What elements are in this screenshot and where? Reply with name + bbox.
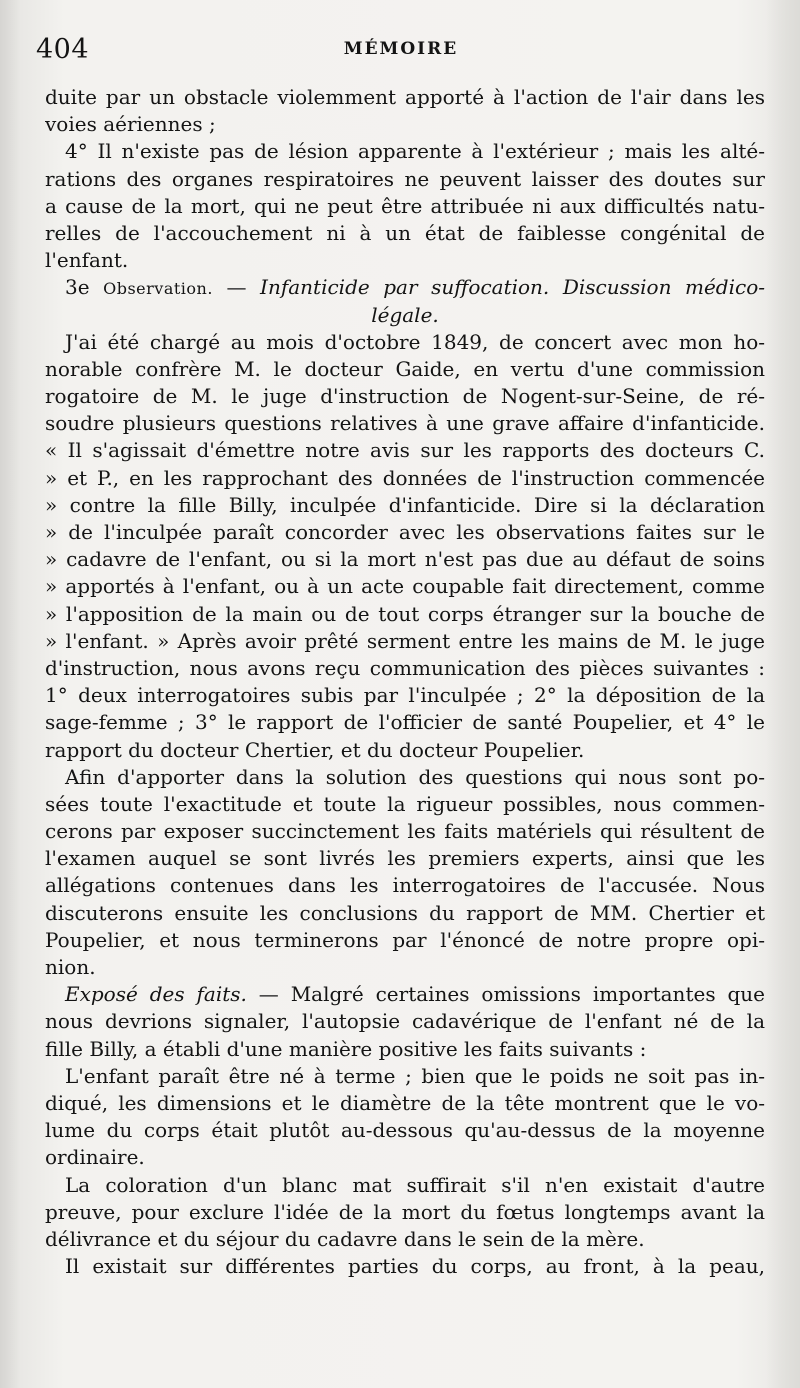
body-text bbox=[45, 84, 765, 1280]
text-line: Poupelier, et nous terminerons par l'énoncé de notre propre opi- bbox=[45, 927, 765, 952]
text-line: La coloration d'un blanc mat suffirait s'il n'en existait d'autre bbox=[65, 1172, 765, 1197]
text-line: rapport du docteur Chertier, et du docteur Poupelier. bbox=[45, 737, 585, 762]
text-line: » l'enfant. » Après avoir prêté serment entre les mains de M. le juge bbox=[45, 628, 765, 653]
text-line: rations des organes respiratoires ne peuvent laisser des doutes sur bbox=[45, 166, 765, 191]
text-line: 4° Il n'existe pas de lésion apparente à l'extérieur ; mais les alté- bbox=[65, 139, 765, 164]
observation-heading bbox=[45, 274, 765, 301]
text-line: » l'apposition de la main ou de tout corps étranger sur la bouche de bbox=[45, 601, 765, 626]
text-line: lume du corps était plutôt au-dessous qu'au-dessus de la moyenne bbox=[45, 1118, 765, 1143]
text-line: relles de l'accouchement ni à un état de faiblesse congénital de bbox=[45, 220, 765, 245]
page-header bbox=[36, 30, 766, 70]
section-heading-text: — Malgré certaines omissions importantes que bbox=[246, 982, 765, 1007]
text-line: fille Billy, a établi d'une manière positive les faits suivants : bbox=[45, 1036, 647, 1061]
text-line: » de l'inculpée paraît concorder avec les observations faites sur le bbox=[45, 520, 765, 544]
text-line: cerons par exposer succinctement les faits matériels qui résultent de bbox=[45, 819, 765, 844]
text-line: duite par un obstacle violemment apporté à l'action de l'air dans les bbox=[45, 85, 765, 109]
text-line: l'enfant. bbox=[45, 248, 129, 273]
text-line: norable confrère M. le docteur Gaide, en vertu d'une commission bbox=[45, 356, 765, 381]
text-line: » cadavre de l'enfant, ou si la mort n'est pas due au défaut de soins bbox=[45, 547, 765, 572]
text-line: nion. bbox=[45, 955, 96, 979]
text-line: a cause de la mort, qui ne peut être attribuée ni aux difficultés natu- bbox=[45, 193, 765, 218]
heading-dash: — bbox=[212, 275, 261, 300]
observation-title-continued: légale. bbox=[371, 302, 439, 327]
text-line: » apportés à l'enfant, ou à un acte coupable fait directement, comme bbox=[45, 574, 765, 599]
running-head: MÉMOIRE bbox=[343, 39, 459, 59]
section-heading-line bbox=[45, 981, 765, 1008]
text-line: Il existait sur différentes parties du corps, au front, à la peau, bbox=[65, 1254, 765, 1279]
text-line: « Il s'agissait d'émettre notre avis sur les rapports des docteurs C. bbox=[45, 438, 765, 463]
observation-label: Observation. bbox=[103, 279, 213, 299]
text-line: J'ai été chargé au mois d'octobre 1849, de concert avec mon ho- bbox=[65, 329, 765, 354]
text-line: d'instruction, nous avons reçu communication des pièces suivantes : bbox=[45, 655, 765, 680]
text-line: discuterons ensuite les conclusions du rapport de MM. Chertier et bbox=[45, 900, 765, 925]
text-line: Afin d'apporter dans la solution des questions qui nous sont po- bbox=[65, 764, 765, 789]
text-line: rogatoire de M. le juge d'instruction de Nogent-sur-Seine, de ré- bbox=[45, 384, 765, 409]
text-line: diqué, les dimensions et le diamètre de la tête montrent que le vo- bbox=[45, 1090, 765, 1115]
text-line: délivrance et du séjour du cadavre dans le sein de la mère. bbox=[45, 1226, 645, 1251]
page-gutter-shadow bbox=[0, 0, 20, 1388]
text-line: soudre plusieurs questions relatives à une grave affaire d'infanticide. bbox=[45, 411, 765, 436]
text-line: l'examen auquel se sont livrés les premiers experts, ainsi que les bbox=[45, 846, 765, 871]
text-line: allégations contenues dans les interrogatoires de l'accusée. Nous bbox=[45, 873, 765, 898]
text-line: » et P., en les rapprochant des données de l'instruction commencée bbox=[45, 465, 765, 490]
text-line: ordinaire. bbox=[45, 1145, 145, 1170]
text-line: » contre la fille Billy, inculpée d'infanticide. Dire si la déclaration bbox=[45, 492, 765, 517]
text-line: nous devrions signaler, l'autopsie cadavérique de l'enfant né de la bbox=[45, 1009, 765, 1034]
text-line: sées toute l'exactitude et toute la rigueur possibles, nous commen- bbox=[45, 791, 765, 816]
text-line: 1° deux interrogatoires subis par l'inculpée ; 2° la déposition de la bbox=[45, 683, 765, 708]
text-line: voies aériennes ; bbox=[45, 112, 216, 137]
text-line: sage-femme ; 3° le rapport de l'officier de santé Poupelier, et 4° le bbox=[45, 710, 765, 735]
page-number: 404 bbox=[36, 34, 90, 65]
section-heading: Exposé des faits. bbox=[65, 982, 247, 1007]
text-line: L'enfant paraît être né à terme ; bien que le poids ne soit pas in- bbox=[65, 1063, 765, 1088]
observation-number: 3e bbox=[65, 275, 104, 300]
page-edge-shadow bbox=[766, 0, 800, 1388]
text-line: preuve, pour exclure l'idée de la mort du fœtus longtemps avant la bbox=[45, 1199, 765, 1224]
observation-title: Infanticide par suffocation. Discussion médico- bbox=[260, 275, 765, 300]
